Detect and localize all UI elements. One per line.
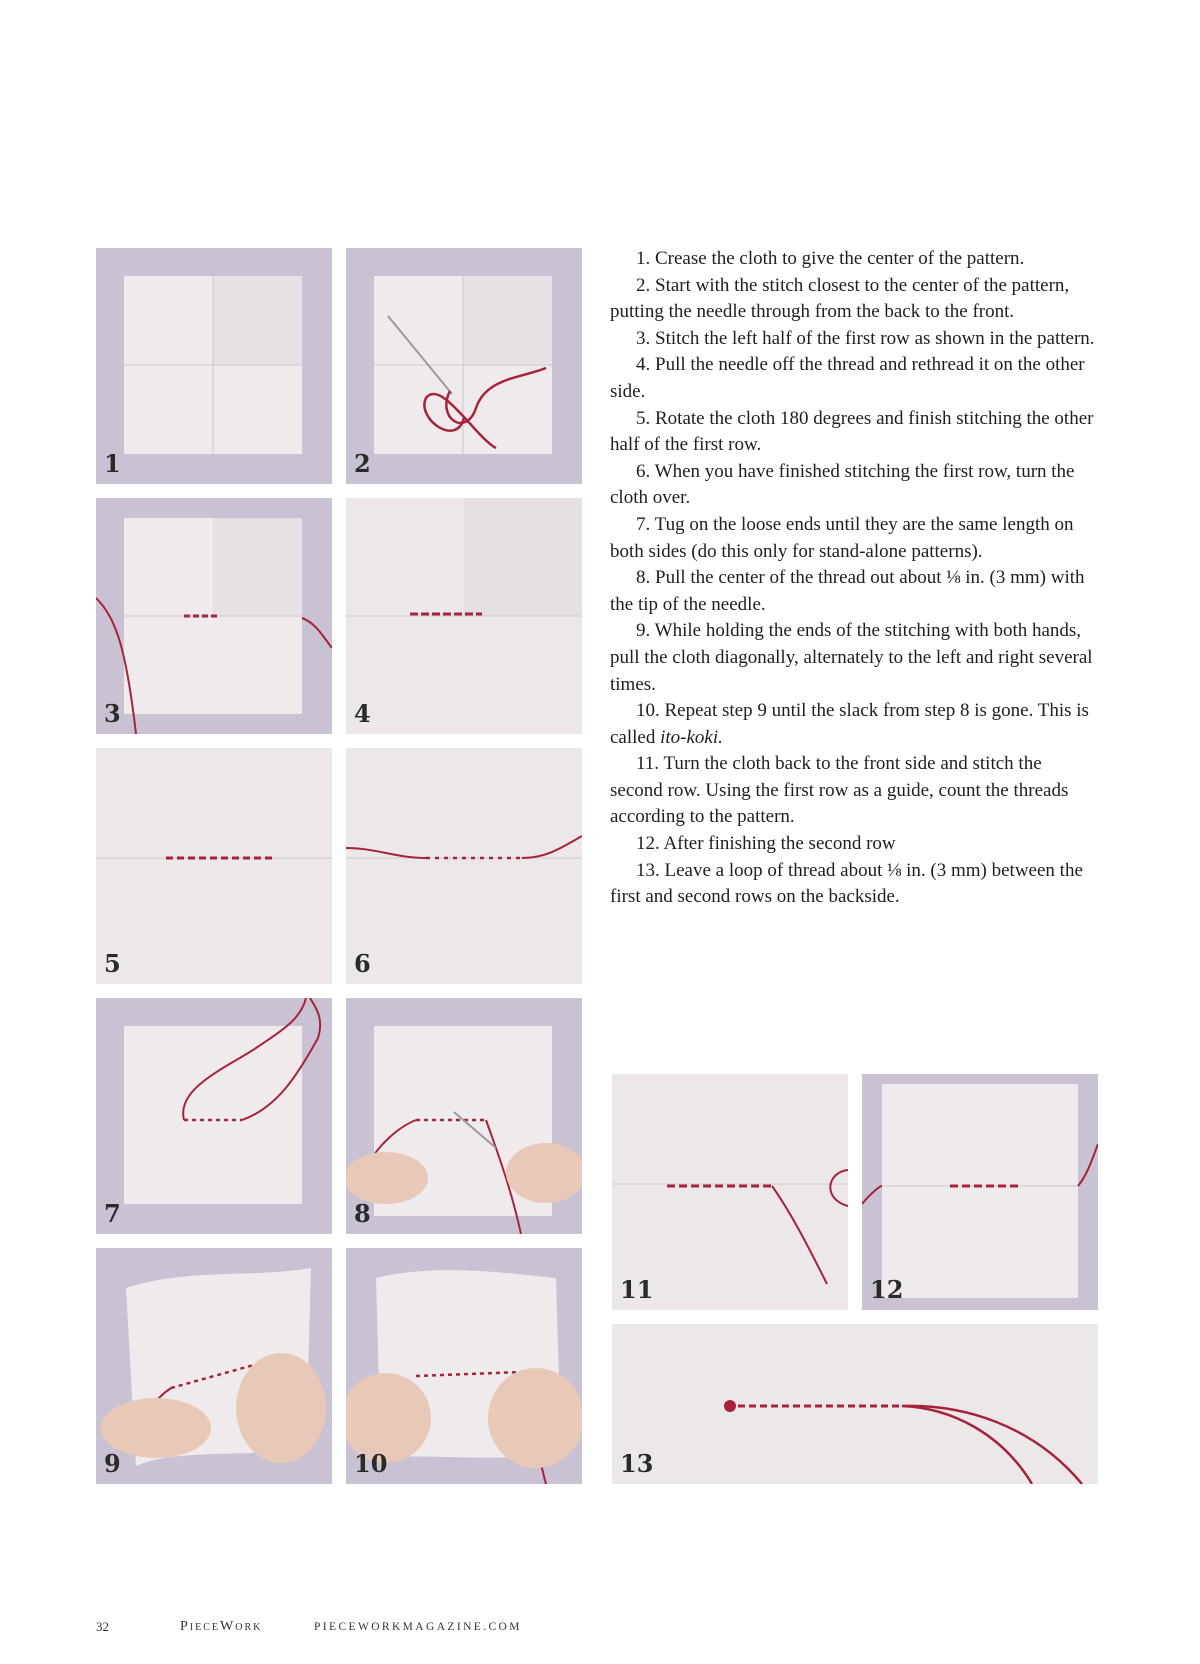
step-photo-8 bbox=[346, 998, 582, 1234]
photo-number: 11 bbox=[620, 1275, 654, 1304]
ito-koki-term: ito-koki. bbox=[660, 726, 723, 748]
step-photo-4 bbox=[346, 498, 582, 734]
photo-number: 6 bbox=[354, 949, 371, 978]
step-9: 9. While holding the ends of the stitching with both hands, pull the cloth diagonally, alternately to the left and right several times. bbox=[610, 620, 1093, 695]
photo-number: 8 bbox=[354, 1199, 371, 1228]
magazine-name: PieceWork bbox=[180, 1619, 263, 1634]
page-number: 32 bbox=[96, 1619, 109, 1634]
step-photo-6 bbox=[346, 748, 582, 984]
step-13: 13. Leave a loop of thread about ⅛ in. (3 mm) between the first and second rows on the backside. bbox=[610, 859, 1083, 908]
photo-number: 5 bbox=[104, 949, 121, 978]
photo-number: 2 bbox=[354, 449, 371, 478]
step-photo-10 bbox=[346, 1248, 582, 1484]
step-8: 8. Pull the center of the thread out about ⅛ in. (3 mm) with the tip of the needle. bbox=[610, 567, 1085, 615]
step-10 bbox=[610, 698, 1096, 751]
photo-number: 4 bbox=[354, 699, 371, 728]
step-10-text: 10. Repeat step 9 until the slack from step 8 is gone. This is called bbox=[610, 700, 1089, 748]
folded-cloth-illustration bbox=[96, 248, 332, 484]
photo-number: 10 bbox=[354, 1449, 388, 1478]
cloth-turned-over-illustration bbox=[346, 748, 582, 984]
step-photo-3 bbox=[96, 498, 332, 734]
backside-loop-illustration bbox=[612, 1324, 1098, 1484]
page-footer bbox=[96, 1619, 796, 1639]
pulling-cloth-diagonally-illustration bbox=[96, 1248, 332, 1484]
step-5: 5. Rotate the cloth 180 degrees and finish stitching the other half of the first row. bbox=[610, 407, 1094, 456]
step-3: 3. Stitch the left half of the first row as shown in the pattern. bbox=[636, 327, 1095, 349]
step-7: 7. Tug on the loose ends until they are the same length on both sides (do this only for stand-alone patterns). bbox=[610, 513, 1074, 562]
step-photo-12 bbox=[862, 1074, 1098, 1310]
step-photo-5 bbox=[96, 748, 332, 984]
photo-number: 3 bbox=[104, 699, 121, 728]
photo-number: 1 bbox=[104, 449, 121, 478]
step-photo-1 bbox=[96, 248, 332, 484]
magazine-website: PIECEWORKMAGAZINE.COM bbox=[314, 1621, 522, 1633]
photo-number: 9 bbox=[104, 1449, 121, 1478]
tugging-loose-ends-illustration bbox=[96, 998, 332, 1234]
step-photo-13 bbox=[612, 1324, 1098, 1484]
photo-number: 13 bbox=[620, 1449, 654, 1478]
half-row-stitched-illustration bbox=[96, 498, 332, 734]
step-12: 12. After finishing the second row bbox=[636, 833, 896, 855]
rethreaded-needle-illustration bbox=[346, 498, 582, 734]
step-photo-2 bbox=[346, 248, 582, 484]
photo-number: 7 bbox=[104, 1199, 121, 1228]
step-1: 1. Crease the cloth to give the center of the pattern. bbox=[636, 248, 1025, 269]
needle-through-cloth-illustration bbox=[346, 248, 582, 484]
step-11: 11. Turn the cloth back to the front side and stitch the second row. Using the first row as a guide, count the threads according to the pattern. bbox=[610, 753, 1069, 828]
step-photo-11 bbox=[612, 1074, 848, 1310]
step-photo-9 bbox=[96, 1248, 332, 1484]
step-6: 6. When you have finished stitching the first row, turn the cloth over. bbox=[610, 460, 1075, 509]
photo-number: 12 bbox=[870, 1275, 904, 1304]
step-2: 2. Start with the stitch closest to the center of the pattern, putting the needle through from the back to the front. bbox=[610, 274, 1070, 323]
first-row-finished-illustration bbox=[96, 748, 332, 984]
step-4: 4. Pull the needle off the thread and rethread it on the other side. bbox=[610, 354, 1085, 402]
instruction-steps bbox=[610, 246, 1096, 911]
step-photo-7 bbox=[96, 998, 332, 1234]
pulling-thread-center-illustration bbox=[346, 998, 582, 1234]
